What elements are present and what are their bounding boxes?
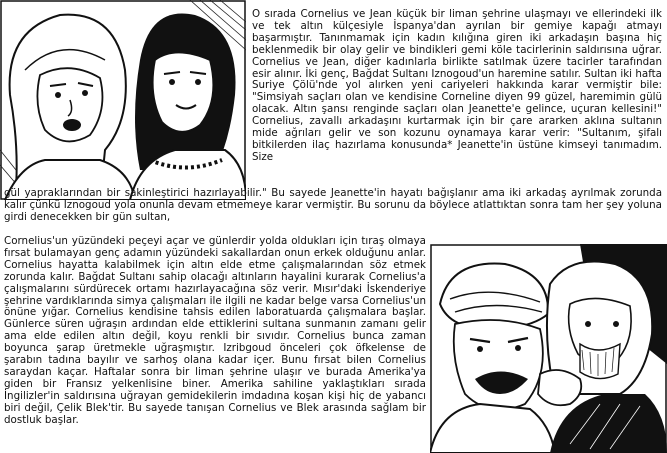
story-paragraph-bottom: Cornelius'un yüzündeki peçeyi açar ve günlerdir yolda oldukları için tıraş olmaya fırsat bulamayan genç adamın yüzündeki sakallardan onun erkek olduğunu anlar. Cornelius hayatta kalabilmek için altın elde etme çalışmalarından söz etmek zorunda kalır. Bağdat Sultanı sahip olacağı altınların hayalini kurarak Cornelius'a çalışmalarını sürdürecek ortamı hazırlayacağına söz verir. Mısır'daki İskenderiye şehrine vardıklarında simya çalışmaları ile ilgili ne kadar belge varsa Cornelius'un önüne yığar. Cornelius kendisine tahsis edilen laboratuarda çalışmalara başlar. Günlerce süren uğraşın ardından elde ettiklerini sultana sunmanın zamanı gelir ama elde edilen altın değil, koyu renkli bir sıvıdır. Cornelius bunca zaman boyunca şarap üretmekle uğraşmıştır. Izribgoud önceleri çok öfkelense de şarabın tadına bayılır ve sarhoş olana kadar içer. Bunu fırsat bilen Cornelius saraydan kaçar. Haftalar sonra bir liman şehrine ulaşır ve burada Amerika'ya giden bir Fransız yelkenlisine biner. Amerika sahiline yaklaştıkları sırada İngilizler'in saldırısına uğrayan gemidekilerin imdadına koşan kişi hiç de yabancı biri değil, Çelik Blek'tir. Bu sayede tanışan Cornelius ve Blek arasında sağlam bir dostluk başlar.: [4, 235, 426, 426]
comic-panel-sultan: [430, 244, 667, 453]
comic-illustration-sultan-and-veiled-man: [430, 244, 667, 453]
comic-panel-two-women: [0, 0, 246, 200]
story-paragraph-middle: gül yapraklarından bir sakinleştirici hazırlayabilir." Bu sayede Jeanette'in hayatı bağışlanır ama iki arkadaş ayrılmak zorunda kalır çünkü Iznogoud yola onunla devam etmemeye karar vermiştir. Bu sorunu da böylece atlattıktan sonra tam her şey yoluna girdi denecekken bir gün sultan,: [4, 187, 662, 223]
comic-illustration-veiled-women: [0, 0, 246, 200]
story-paragraph-top: O sırada Cornelius ve Jean küçük bir liman şehrine ulaşmayı ve ellerindeki ilk ve tek altın külçesiyle İspanya'dan ayrılan bir gemiye kapağı atmayı başarmıştır. Tanınmamak için kadın kılığına giren iki arkadaşın başına hiç beklenmedik bir olay gelir ve bindikleri gemi köle tacirlerinin saldırısına uğrar. Cornelius ve Jean, diğer kadınlarla birlikte satılmak üzere tacirler tarafından esir alınır. İki genç, Bağdat Sultanı Iznogoud'un haremine satılır. Sultan iki hafta Suriye Çölü'nde yol alırken yeni cariyeleri hakkında karar vermiştir bile: "Simsiyah saçları olan ve kendisine Corneline diyen 99 güzel, haremimin gülü olacak. Altın şansı renginde saçları olan Jeanette'e gelince, uçuran kellesini!" Cornelius, zavallı arkadaşını kurtarmak için bir çare ararken aklına sultanın mide ağrıları gelir ve son kozunu oynamaya karar verir: "Sultanım, şifalı bitkilerden ilaç hazırlama konusunda* Jeanette'in üstüne kimseyi tanımadım. Size: [252, 8, 662, 163]
